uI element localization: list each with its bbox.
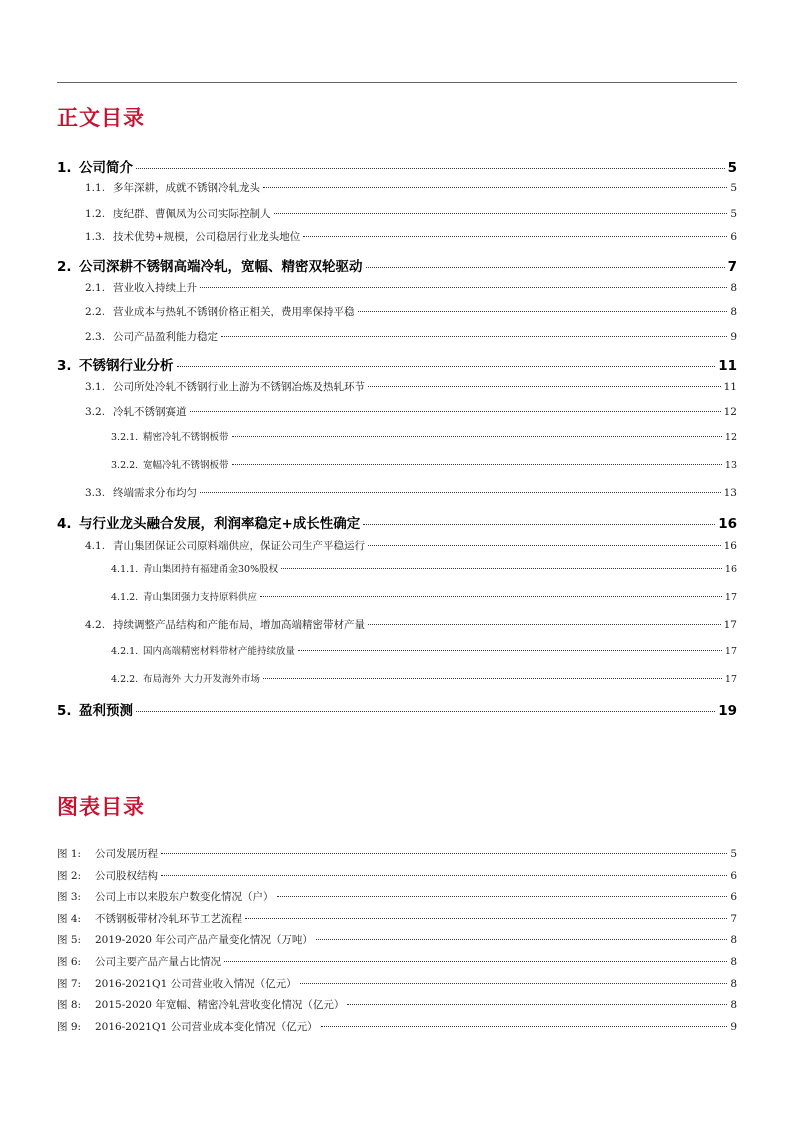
toc-subsection[interactable]: [57, 589, 737, 603]
toc-chapter[interactable]: [57, 354, 737, 374]
entry-number: 1.2.: [85, 208, 106, 220]
entry-page-number: 8: [730, 934, 737, 947]
figure-entry[interactable]: [57, 889, 737, 904]
entry-page-number: 17: [723, 619, 737, 631]
dot-leader: [321, 1026, 728, 1027]
entry-page-number: 17: [724, 646, 737, 657]
entry-page-number: 9: [730, 331, 737, 343]
entry-title: 公司简介: [79, 160, 133, 176]
entry-title: 2015-2020 年宽幅、精密冷轧营收变化情况（亿元）: [95, 999, 345, 1012]
entry-label: [111, 457, 229, 471]
dot-leader: [281, 568, 722, 569]
entry-title: 宽幅冷轧不锈钢板带: [143, 460, 229, 471]
entry-title: 与行业龙头融合发展，利润率稳定+成长性确定: [79, 516, 361, 532]
entry-label: [57, 156, 133, 176]
dot-leader: [200, 287, 727, 288]
entry-page-number: 17: [724, 674, 737, 685]
entry-title: 国内高端精密材料带材产能持续放量: [143, 646, 296, 657]
entry-title: 公司产品盈利能力稳定: [113, 331, 218, 343]
dot-leader: [245, 918, 727, 919]
entry-number: 1.: [57, 160, 72, 176]
entry-number: 1.1.: [85, 182, 106, 194]
entry-number: 4.1.2.: [111, 592, 139, 603]
entry-title: 公司主要产品产量占比情况: [95, 956, 221, 968]
entry-title: 公司所处冷轧不锈钢行业上游为不锈钢冶炼及热轧环节: [113, 381, 365, 393]
entry-label: [85, 404, 187, 419]
entry-label: [111, 671, 260, 685]
entry-number: 图 1:: [57, 848, 82, 860]
entry-label: [85, 329, 218, 344]
entry-number: 图 3:: [57, 891, 82, 904]
entry-title: 公司上市以来股东户数变化情况（户）: [95, 891, 274, 904]
dot-leader: [224, 961, 727, 962]
entry-label: [57, 997, 344, 1012]
entry-page-number: 11: [723, 381, 737, 393]
entry-title: 多年深耕，成就不锈钢冷轧龙头: [113, 182, 260, 194]
toc-chapter[interactable]: [57, 699, 737, 719]
entry-label: [57, 255, 363, 275]
entry-title: 持续调整产品结构和产能布局，增加高端精密带材产量: [113, 619, 365, 631]
entry-page-number: 8: [730, 977, 737, 990]
dot-leader: [368, 624, 721, 625]
entry-title: 冷轧不锈钢赛道: [113, 406, 187, 418]
entry-number: 图 8:: [57, 999, 82, 1012]
entry-number: 4.2.2.: [111, 674, 139, 685]
toc-subsection[interactable]: [57, 671, 737, 685]
entry-title: 营业收入持续上升: [113, 282, 197, 294]
toc-section[interactable]: [57, 404, 737, 419]
entry-title: 公司股权结构: [95, 869, 158, 882]
entry-title: 布局海外 大力开发海外市场: [143, 674, 261, 685]
entry-number: 5.: [57, 703, 72, 719]
entry-number: 2.1.: [85, 282, 106, 294]
entry-page-number: 16: [723, 540, 737, 552]
dot-leader: [274, 213, 728, 214]
entry-number: 2.2.: [85, 306, 106, 318]
entry-title: 青山集团强力支持原料供应: [143, 592, 258, 603]
figures-heading: 图表目录: [57, 795, 145, 819]
dot-leader: [161, 875, 727, 876]
entry-number: 4.2.: [85, 619, 106, 631]
entry-page-number: 17: [724, 592, 737, 603]
toc-chapter[interactable]: [57, 255, 737, 275]
toc-section[interactable]: [57, 617, 737, 632]
toc-section[interactable]: [57, 538, 737, 553]
dot-leader: [263, 187, 727, 188]
entry-label: [111, 643, 295, 657]
entry-number: 图 9:: [57, 1020, 82, 1033]
entry-page-number: 12: [723, 406, 737, 418]
entry-label: [57, 846, 158, 861]
entry-number: 3.3.: [85, 487, 106, 499]
entry-page-number: 19: [718, 703, 737, 719]
entry-label: [57, 889, 274, 904]
dot-leader: [136, 711, 715, 712]
entry-label: [111, 429, 229, 443]
entry-page-number: 12: [724, 432, 737, 443]
toc-section[interactable]: [57, 206, 737, 221]
dot-leader: [277, 896, 728, 897]
entry-label: [85, 206, 271, 221]
entry-title: 青山集团持有福建甬金30%股权: [143, 564, 279, 575]
figure-entry[interactable]: [57, 868, 737, 883]
figure-entry[interactable]: [57, 954, 737, 969]
entry-page-number: 5: [730, 208, 737, 220]
entry-label: [111, 561, 278, 575]
entry-title: 终端需求分布均匀: [113, 487, 197, 499]
entry-title: 青山集团保证公司原料端供应，保证公司生产平稳运行: [113, 540, 365, 552]
entry-page-number: 8: [730, 999, 737, 1012]
entry-label: [85, 229, 300, 244]
entry-label: [57, 354, 174, 374]
dot-leader: [358, 311, 728, 312]
toc-section[interactable]: [57, 485, 737, 500]
figure-entry[interactable]: [57, 932, 737, 947]
entry-number: 图 2:: [57, 869, 82, 882]
toc-chapter[interactable]: [57, 512, 737, 532]
entry-label: [85, 280, 197, 295]
toc-chapter[interactable]: [57, 156, 737, 176]
entry-page-number: 5: [727, 160, 737, 176]
entry-page-number: 6: [730, 869, 737, 882]
entry-title: 公司发展历程: [95, 848, 158, 860]
entry-title: 2016-2021Q1 公司营业成本变化情况（亿元）: [95, 1020, 318, 1033]
header-rule: [57, 82, 737, 83]
entry-label: [85, 617, 365, 632]
entry-title: 2019-2020 年公司产品产量变化情况（万吨）: [95, 934, 313, 947]
toc-subsection[interactable]: [57, 643, 737, 657]
dot-leader: [366, 267, 725, 268]
entry-label: [57, 512, 360, 532]
entry-number: 图 7:: [57, 977, 82, 990]
entry-page-number: 16: [718, 516, 737, 532]
entry-page-number: 9: [730, 1020, 737, 1033]
entry-number: 图 6:: [57, 956, 82, 968]
entry-label: [85, 485, 197, 500]
entry-label: [111, 589, 257, 603]
toc-section[interactable]: [57, 280, 737, 295]
entry-title: 庋纪群、曹佩凤为公司实际控制人: [113, 208, 271, 220]
entry-number: 4.1.: [85, 540, 106, 552]
toc-section[interactable]: [57, 180, 737, 195]
entry-title: 盈利预测: [79, 703, 133, 719]
entry-page-number: 7: [727, 259, 737, 275]
toc-subsection[interactable]: [57, 457, 737, 471]
entry-page-number: 8: [730, 956, 737, 968]
entry-number: 2.3.: [85, 331, 106, 343]
entry-number: 图 4:: [57, 912, 82, 925]
entry-page-number: 16: [724, 564, 737, 575]
entry-page-number: 8: [730, 282, 737, 294]
entry-page-number: 13: [724, 460, 737, 471]
entry-page-number: 11: [718, 358, 737, 374]
dot-leader: [232, 464, 722, 465]
toc-section[interactable]: [57, 304, 737, 319]
entry-page-number: 6: [730, 231, 737, 243]
toc-section[interactable]: [57, 229, 737, 244]
entry-number: 3.2.1.: [111, 432, 139, 443]
toc-section[interactable]: [57, 329, 737, 344]
entry-number: 2.: [57, 259, 72, 275]
dot-leader: [363, 524, 715, 525]
figure-entry[interactable]: [57, 997, 737, 1012]
figure-entry[interactable]: [57, 1019, 737, 1034]
entry-label: [57, 911, 242, 926]
dot-leader: [221, 336, 727, 337]
entry-page-number: 5: [730, 848, 737, 860]
entry-label: [57, 1019, 318, 1034]
entry-page-number: 5: [730, 182, 737, 194]
entry-title: 精密冷轧不锈钢板带: [143, 432, 229, 443]
dot-leader: [300, 983, 728, 984]
toc-heading: 正文目录: [57, 106, 145, 130]
entry-number: 1.3.: [85, 231, 106, 243]
dot-leader: [260, 596, 722, 597]
entry-label: [57, 954, 221, 969]
entry-number: 3.2.: [85, 406, 106, 418]
dot-leader: [232, 436, 722, 437]
dot-leader: [136, 168, 725, 169]
entry-page-number: 7: [730, 912, 737, 925]
entry-number: 4.2.1.: [111, 646, 139, 657]
entry-number: 3.: [57, 358, 72, 374]
dot-leader: [316, 939, 727, 940]
entry-number: 4.1.1.: [111, 564, 139, 575]
dot-leader: [190, 411, 721, 412]
entry-number: 4.: [57, 516, 72, 532]
entry-label: [85, 538, 365, 553]
entry-label: [57, 868, 158, 883]
dot-leader: [368, 386, 721, 387]
toc-subsection[interactable]: [57, 429, 737, 443]
entry-page-number: 8: [730, 306, 737, 318]
entry-number: 3.2.2.: [111, 460, 139, 471]
entry-title: 不锈钢行业分析: [79, 358, 174, 374]
dot-leader: [368, 545, 721, 546]
figure-entry[interactable]: [57, 911, 737, 926]
entry-label: [85, 180, 260, 195]
entry-label: [85, 304, 355, 319]
dot-leader: [263, 678, 722, 679]
entry-title: 2016-2021Q1 公司营业收入情况（亿元）: [95, 977, 297, 990]
figure-entry[interactable]: [57, 846, 737, 861]
entry-number: 图 5:: [57, 934, 82, 947]
entry-label: [57, 699, 133, 719]
figure-entry[interactable]: [57, 976, 737, 991]
dot-leader: [161, 853, 727, 854]
dot-leader: [347, 1004, 727, 1005]
dot-leader: [177, 366, 716, 367]
entry-title: 营业成本与热轧不锈钢价格正相关，费用率保持平稳: [113, 306, 355, 318]
dot-leader: [200, 492, 721, 493]
entry-label: [85, 379, 365, 394]
entry-title: 不锈钢板带材冷轧环节工艺流程: [95, 912, 242, 925]
entry-number: 3.1.: [85, 381, 106, 393]
entry-label: [57, 932, 313, 947]
toc-subsection[interactable]: [57, 561, 737, 575]
dot-leader: [298, 650, 722, 651]
dot-leader: [303, 236, 727, 237]
entry-label: [57, 976, 297, 991]
entry-page-number: 6: [730, 891, 737, 904]
entry-title: 技术优势+规模，公司稳居行业龙头地位: [113, 231, 301, 243]
entry-title: 公司深耕不锈钢高端冷轧，宽幅、精密双轮驱动: [79, 259, 363, 275]
toc-section[interactable]: [57, 379, 737, 394]
entry-page-number: 13: [723, 487, 737, 499]
